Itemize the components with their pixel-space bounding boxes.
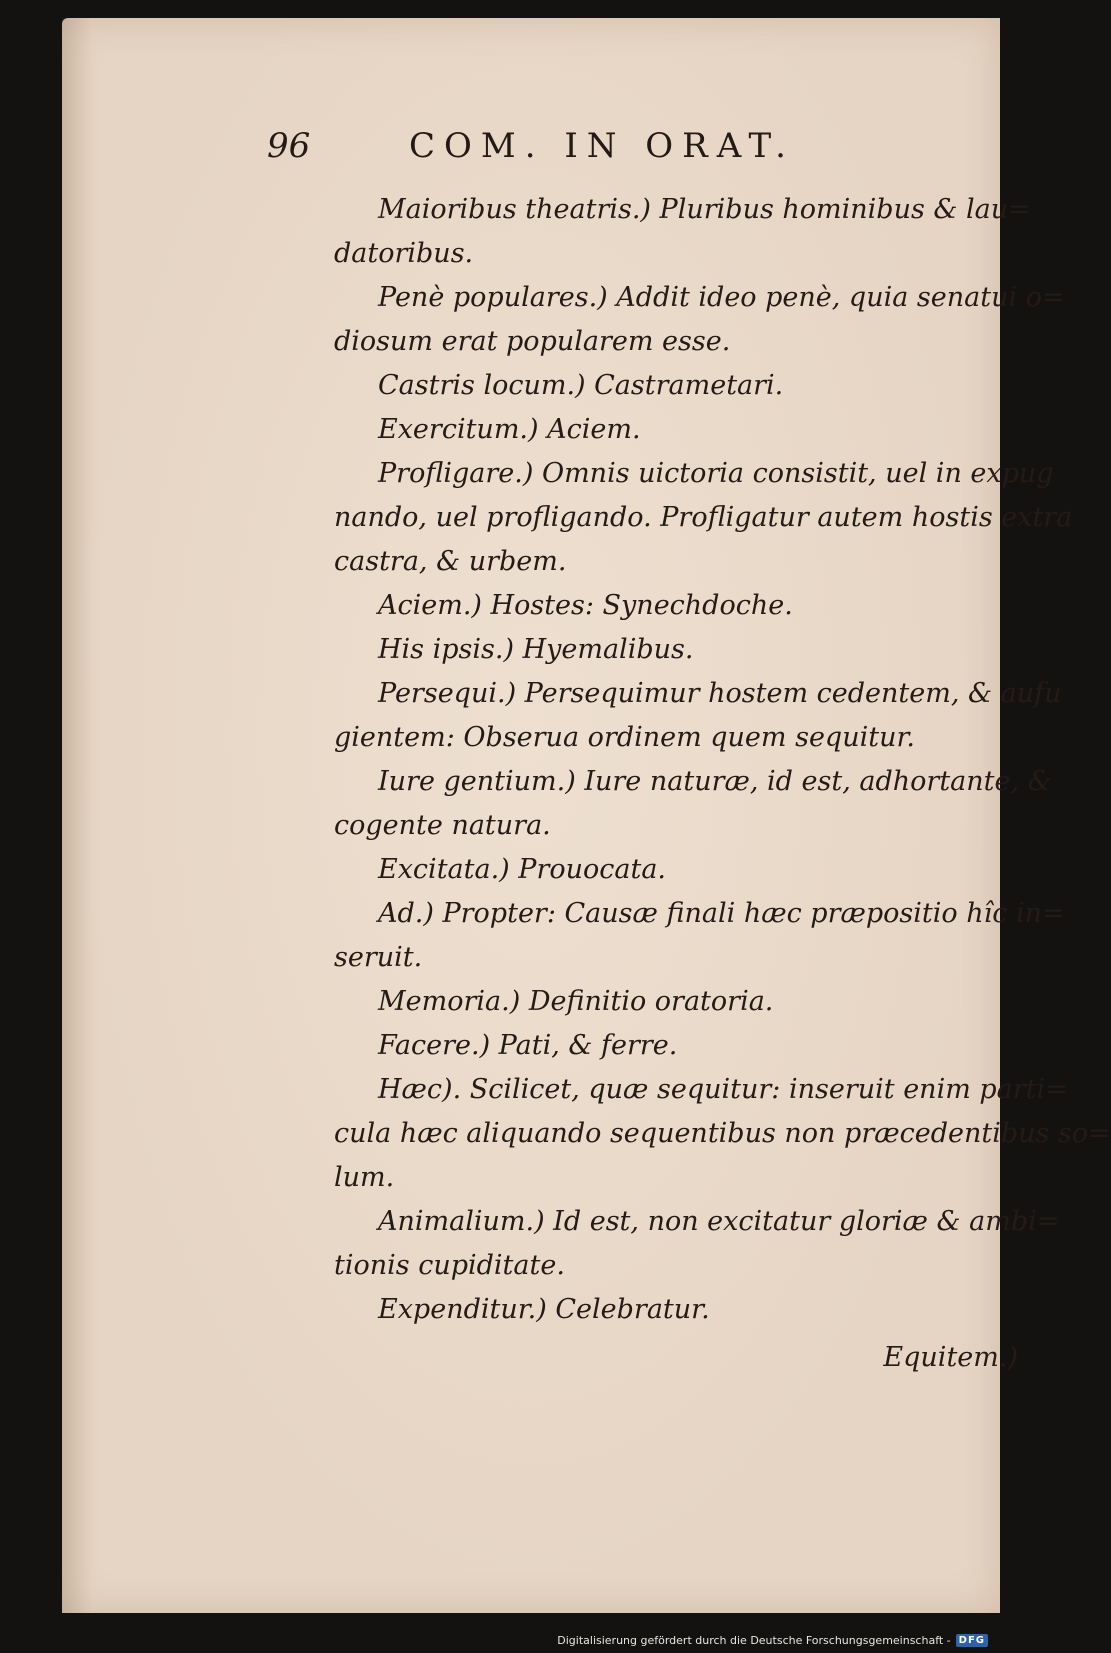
text-line: seruit.: [334, 942, 423, 973]
dfg-logo-icon: DFG: [956, 1634, 988, 1647]
text-line: Hæc). Scilicet, quæ sequitur: inseruit enim parti=: [378, 1074, 1068, 1105]
text-line: Aciem.) Hostes: Synechdoche.: [378, 590, 793, 621]
text-line: Iure gentium.) Iure naturæ, id est, adhortante, &: [378, 766, 1052, 797]
text-line: castra, & urbem.: [334, 546, 567, 577]
text-line: Maioribus theatris.) Pluribus hominibus & lau=: [378, 194, 1031, 225]
text-line: Facere.) Pati, & ferre.: [378, 1030, 678, 1061]
text-line: tionis cupiditate.: [334, 1250, 565, 1281]
text-line: Expenditur.) Celebratur.: [378, 1294, 710, 1325]
text-line: datoribus.: [334, 238, 474, 269]
text-line: cula hæc aliquando sequentibus non præcedentibus so=: [334, 1118, 1111, 1149]
text-line: Penè populares.) Addit ideo penè, quia senatui o=: [378, 282, 1065, 313]
text-line: His ipsis.) Hyemalibus.: [378, 634, 694, 665]
text-line: nando, uel profligando. Profligatur autem hostis extra: [334, 502, 1073, 533]
text-line: Persequi.) Persequimur hostem cedentem, & aufu: [378, 678, 1062, 709]
credit-text: Digitalisierung gefördert durch die Deutsche Forschungsgemeinschaft -: [557, 1634, 951, 1647]
text-line: Exercitum.) Aciem.: [378, 414, 641, 445]
page-number: 96: [267, 126, 311, 166]
text-line: Animalium.) Id est, non excitatur gloriæ & ambi=: [378, 1206, 1060, 1237]
running-head: [267, 126, 887, 170]
text-line: Excitata.) Prouocata.: [378, 854, 667, 885]
running-head-title: COM. IN ORAT.: [409, 126, 795, 166]
book-page: [62, 18, 1111, 1613]
text-line: gientem: Obserua ordinem quem sequitur.: [334, 722, 916, 753]
digitization-credit: [557, 1634, 988, 1647]
text-line: cogente natura.: [334, 810, 551, 841]
text-line: Ad.) Propter: Causæ finali hæc præpositio hîc in=: [378, 898, 1065, 929]
commentary-text: [334, 188, 1111, 1380]
text-line: lum.: [334, 1162, 395, 1193]
text-line: Profligare.) Omnis uictoria consistit, uel in expug: [378, 458, 1054, 489]
text-line: Castris locum.) Castrametari.: [378, 370, 784, 401]
text-line: diosum erat popularem esse.: [334, 326, 731, 357]
catchword: Equitem.): [883, 1342, 1018, 1373]
text-line: Memoria.) Definitio oratoria.: [378, 986, 774, 1017]
